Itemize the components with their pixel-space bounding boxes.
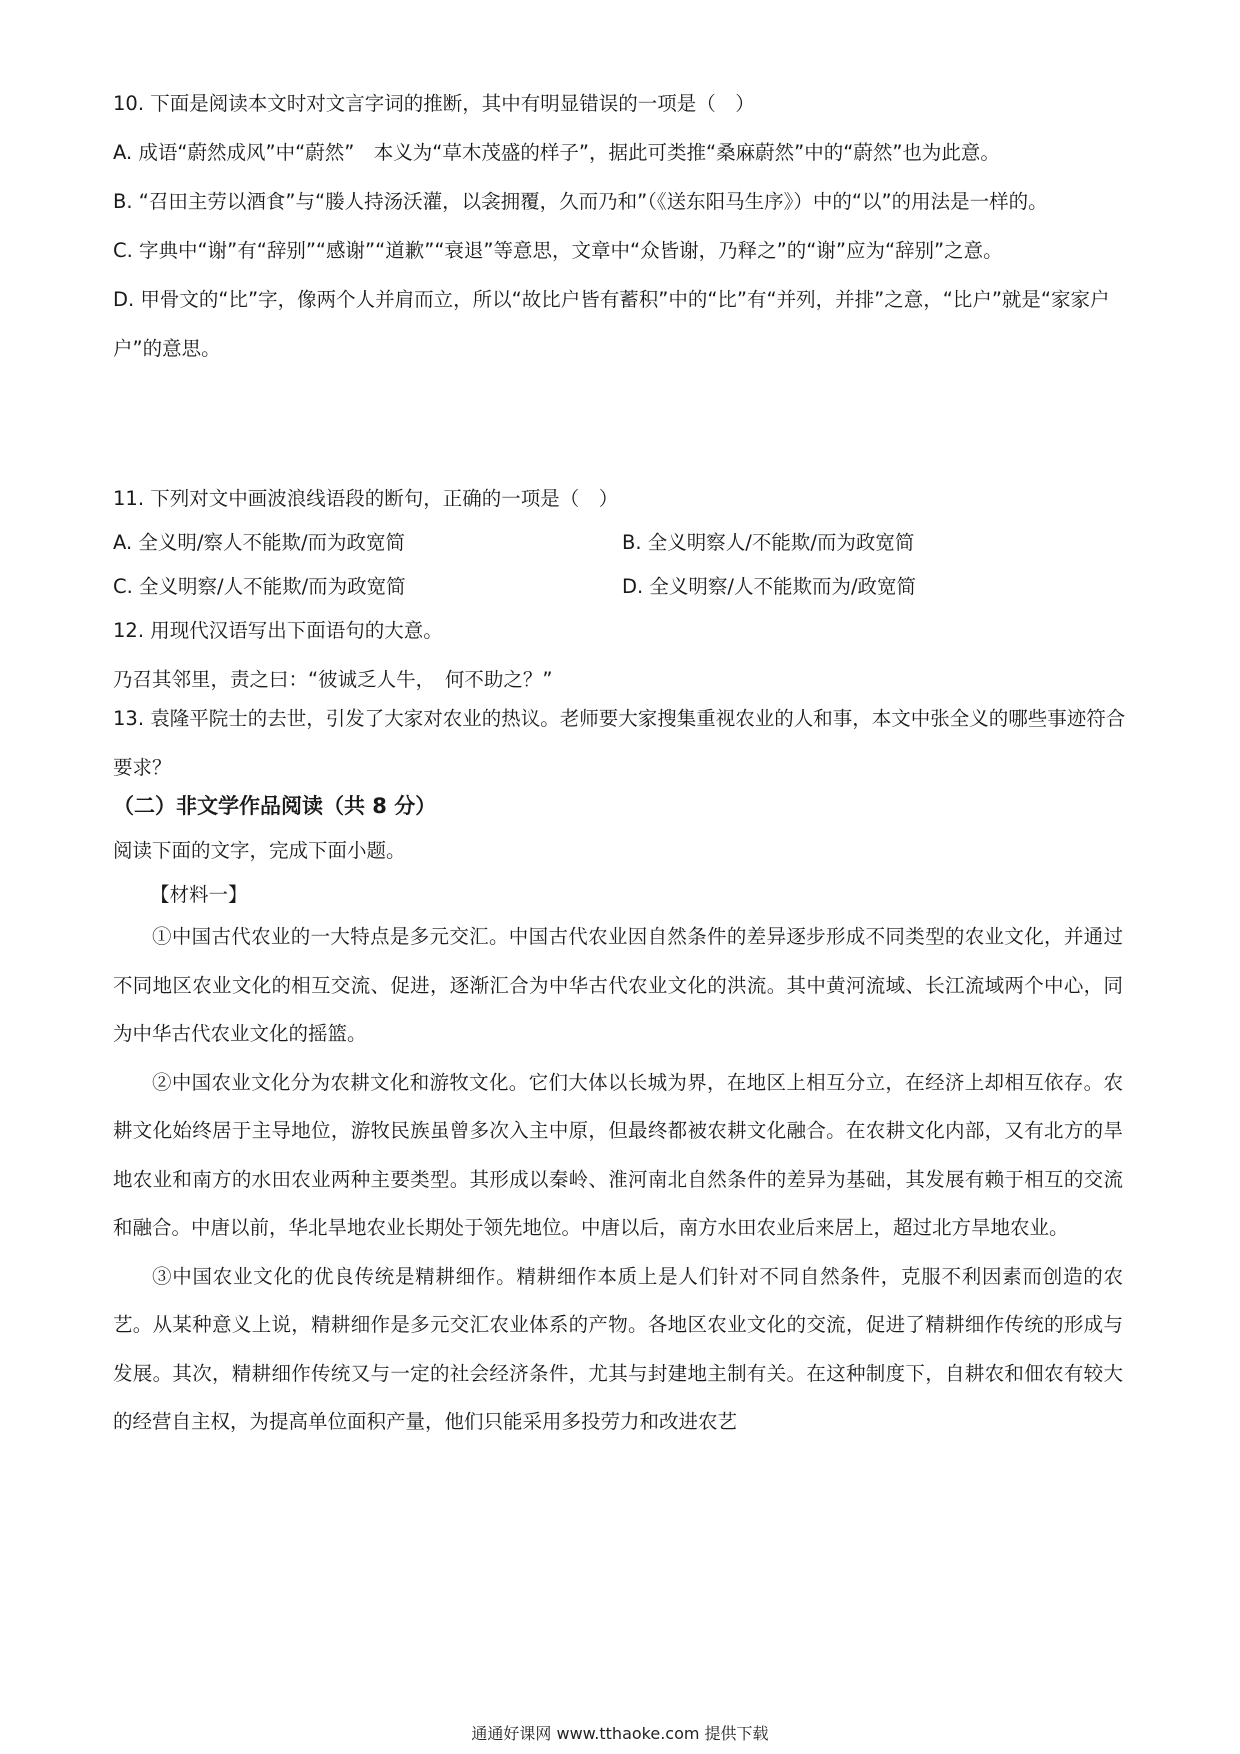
question-10-option-d: D. 甲骨文的“比”字，像两个人并肩而立，所以“故比户皆有蓄积”中的“比”有“并列，并排”之意，“比户”就是“家家户户”的意思。 [113,288,1110,360]
question-10-option-b: B. “召田主劳以酒食”与“媵人持汤沃灌，以衾拥覆，久而乃和”（《送东阳马生序》）中的“以”的用法是一样的。 [113,190,1048,213]
question-10 [113,79,1128,373]
material-label: 【材料一】 [150,883,248,906]
question-11-options-row-2 [113,562,1128,611]
question-11-option-d: D. 全义明察/人不能欺而为/政宽简 [622,575,917,598]
question-12-stem: 12. 用现代汉语写出下面语句的大意。 [113,619,443,642]
passage-paragraph-3: ③中国农业文化的优良传统是精耕细作。精耕细作本质上是人们针对不同自然条件，克服不利因素而创造的农艺。从某种意义上说，精耕细作是多元交汇农业体系的产物。各地区农业文化的交流，促进了精耕细作传统的形成与发展。其次，精耕细作传统又与一定的社会经济条件，尤其与封建地主制有关。在这种制度下，自耕农和佃农有较大的经营自主权，为提高单位面积产量，他们只能采用多投劳力和改进农艺 [113,1264,1123,1433]
question-11-stem [113,474,1128,523]
question-11-option-b: B. 全义明察人/不能欺/而为政宽简 [622,531,915,554]
passage-paragraph-1: ①中国古代农业的一大特点是多元交汇。中国古代农业因自然条件的差异逐步形成不同类型的农业文化，并通过不同地区农业文化的相互交流、促进，逐渐汇合为中华古代农业文化的洪流。其中黄河流域、长江流域两个中心，同为中华古代农业文化的摇篮。 [113,925,1123,1045]
question-11-option-a: A. 全义明/察人不能欺/而为政宽简 [113,531,406,554]
question-13 [113,694,1128,792]
question-12 [113,606,1128,704]
question-13-stem: 13. 袁隆平院士的去世，引发了大家对农业的热议。老师要大家搜集重视农业的人和事，本文中张全义的哪些事迹符合要求？ [113,707,1126,779]
question-11-stem-text: 11. 下列对文中画波浪线语段的断句，正确的一项是（ ） [113,487,619,510]
section-title: （二）非文学作品阅读（共 8 分） [113,794,437,818]
page-footer: 通通好课网 www.tthaoke.com 提供下载 [471,1724,769,1743]
question-12-sentence: 乃召其邻里，责之曰：“彼诚乏人牛， 何不助之？” [113,668,553,691]
question-10-option-a: A. 成语“蔚然成风”中“蔚然” 本义为“草木茂盛的样子”，据此可类推“桑麻蔚然”中的“蔚然”也为此意。 [113,141,1000,164]
question-10-option-c: C. 字典中“谢”有“辞别”“感谢”“道歉”“衰退”等意思，文章中“众皆谢，乃释之”的“谢”应为“辞别”之意。 [113,239,1003,262]
question-11-options-row-1 [113,518,1128,567]
question-10-stem: 10. 下面是阅读本文时对文言字词的推断，其中有明显错误的一项是（ ） [113,92,755,115]
material-passage [113,913,1123,1447]
section-instruction [113,826,1128,875]
question-11-option-c: C. 全义明察/人不能欺/而为政宽简 [113,575,406,598]
passage-paragraph-2: ②中国农业文化分为农耕文化和游牧文化。它们大体以长城为界，在地区上相互分立，在经济上却相互依存。农耕文化始终居于主导地位，游牧民族虽曾多次入主中原，但最终都被农耕文化融合。在农耕文化内部，又有北方的旱地农业和南方的水田农业两种主要类型。其形成以秦岭、淮河南北自然条件的差异为基础，其发展有赖于相互的交流和融合。中唐以前，华北旱地农业长期处于领先地位。中唐以后，南方水田农业后来居上，超过北方旱地农业。 [113,1070,1123,1239]
section-instruction-text: 阅读下面的文字，完成下面小题。 [113,839,406,862]
